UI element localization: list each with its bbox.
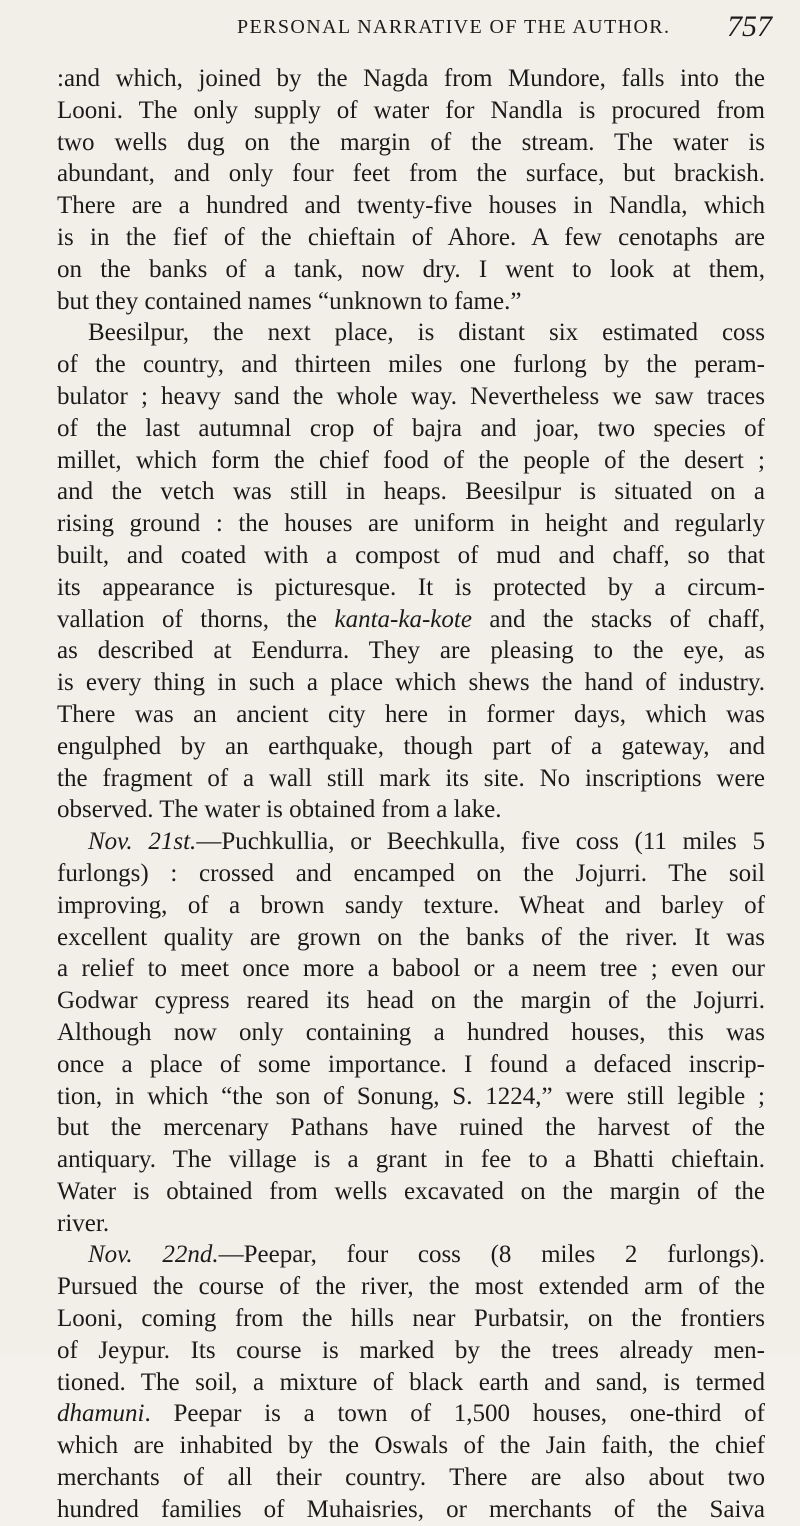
text-line: tion, in which “the son of Sonung, S. 1224,” were still legible ;: [57, 1082, 765, 1110]
text-line: engulphed by an earthquake, though part of a gateway, and: [57, 732, 765, 760]
text-line: and the vetch was still in heaps. Beesilpur is situated on a: [57, 478, 765, 506]
page-number: 757: [727, 10, 772, 43]
text-line: of Jeypur. Its course is marked by the trees already men-: [57, 1336, 765, 1364]
text-line: excellent quality are grown on the banks of the river. It was: [57, 923, 765, 951]
text-line: [57, 1398, 765, 1430]
running-title: PERSONAL NARRATIVE OF THE AUTHOR.: [237, 16, 671, 38]
text-line: on the banks of a tank, now dry. I went to look at them,: [57, 255, 765, 283]
date-label: Nov. 22nd.: [88, 1241, 219, 1269]
text-line: a relief to meet once more a babool or a neem tree ; even our: [57, 955, 765, 983]
date-label: Nov. 21st.: [88, 828, 197, 856]
italic-term: kanta-ka-kote: [334, 605, 472, 633]
text-line: Pursued the course of the river, the most extended arm of the: [57, 1273, 765, 1301]
text-line: Although now only containing a hundred houses, this was: [57, 1018, 765, 1046]
text-line: improving, of a brown sandy texture. Wheat and barley of: [57, 891, 765, 919]
text-line: built, and coated with a compost of mud and chaff, so that: [57, 541, 765, 569]
text-line: [57, 826, 765, 858]
text-line: which are inhabited by the Oswals of the Jain faith, the chief: [57, 1432, 765, 1460]
text-line: is every thing in such a place which shews the hand of industry.: [57, 669, 765, 697]
text-line: once a place of some importance. I found a defaced inscrip-: [57, 1050, 765, 1078]
text-line: Beesilpur, the next place, is distant six estimated coss: [88, 319, 765, 347]
text-run: and the stacks of chaff,: [471, 605, 765, 633]
text-line: Godwar cypress reared its head on the margin of the Jojurri.: [57, 987, 765, 1015]
text-line: but they contained names “unknown to fame.”: [57, 287, 522, 315]
text-run: —Peepar, four coss (8 miles 2 furlongs).: [218, 1241, 765, 1269]
text-line: :and which, joined by the Nagda from Mundore, falls into the: [57, 65, 765, 92]
text-line: [57, 604, 765, 636]
text-line: is in the fief of the chieftain of Ahore. A few cenotaphs are: [57, 223, 765, 251]
text-line: hundred families of Muhaisries, or merchants of the Saiva: [57, 1495, 765, 1523]
text-line: tioned. The soil, a mixture of black earth and sand, is termed: [57, 1368, 765, 1396]
text-line: millet, which form the chief food of the people of the desert ;: [57, 446, 765, 474]
text-line: bulator ; heavy sand the whole way. Nevertheless we saw traces: [57, 382, 765, 410]
text-line: as described at Eendurra. They are pleasing to the eye, as: [57, 637, 765, 665]
text-line: rising ground : the houses are uniform in height and regularly: [57, 510, 765, 538]
text-line: of the last autumnal crop of bajra and joar, two species of: [57, 414, 765, 442]
text-line: the fragment of a wall still mark its site. No inscriptions were: [57, 764, 765, 792]
text-line: antiquary. The village is a grant in fee to a Bhatti chieftain.: [57, 1146, 765, 1174]
text-line: [57, 1239, 765, 1271]
italic-term: dhamuni: [57, 1400, 145, 1428]
text-line: furlongs) : crossed and encamped on the Jojurri. The soil: [57, 859, 765, 887]
text-line: Looni. The only supply of water for Nandla is procured from: [57, 96, 765, 124]
text-line: There are a hundred and twenty-five houses in Nandla, which: [57, 192, 765, 220]
text-line: river.: [57, 1209, 110, 1237]
text-line: its appearance is picturesque. It is protected by a circum-: [57, 573, 765, 601]
text-line: but the mercenary Pathans have ruined the harvest of the: [57, 1114, 765, 1142]
text-run: . Peepar is a town of 1,500 houses, one-third of: [144, 1400, 765, 1428]
text-line: Looni, coming from the hills near Purbatsir, on the frontiers: [57, 1305, 765, 1333]
text-line: Water is obtained from wells excavated on the margin of the: [57, 1177, 765, 1205]
text-line: of the country, and thirteen miles one furlong by the peram-: [57, 351, 765, 379]
text-run: vallation of thorns, the: [57, 605, 335, 633]
text-line: There was an ancient city here in former days, which was: [57, 700, 765, 728]
running-head: [0, 12, 800, 52]
text-line: merchants of all their country. There are also about two: [57, 1464, 765, 1492]
body-text: [57, 63, 765, 1526]
text-line: two wells dug on the margin of the stream. The water is: [57, 128, 765, 156]
text-line: abundant, and only four feet from the surface, but brackish.: [57, 160, 765, 188]
text-line: observed. The water is obtained from a lake.: [57, 796, 502, 824]
text-run: —Puchkullia, or Beechkulla, five coss (11 miles 5: [196, 828, 765, 856]
